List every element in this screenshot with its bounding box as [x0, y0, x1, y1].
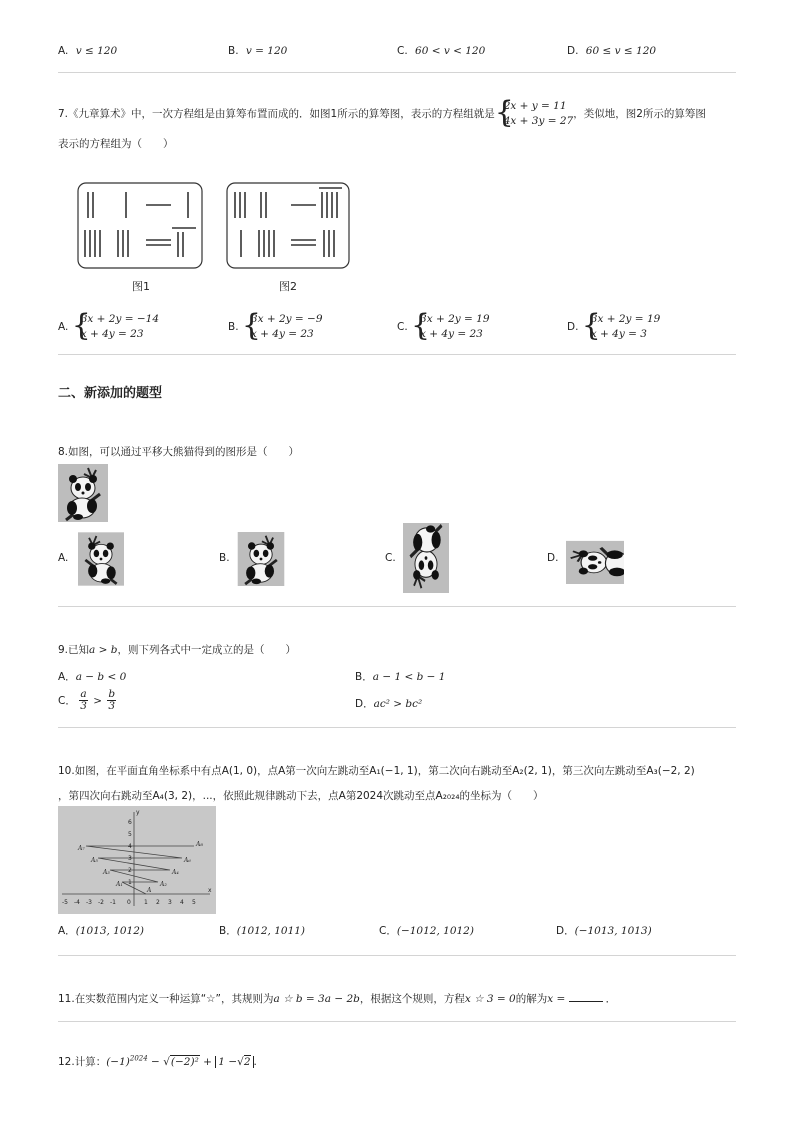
q12-stem: 12.计算：$(-1)^{2024} - √(-2)^2 + 1 -√2$ . — [58, 1054, 257, 1068]
q8-option-d-panda-image[interactable] — [566, 534, 624, 584]
svg-text:0: 0 — [127, 899, 131, 906]
separator — [58, 72, 736, 73]
svg-text:A₈: A₈ — [196, 841, 203, 848]
q7-stem-line2: 表示的方程组为（ ） — [58, 138, 174, 150]
svg-text:A₇: A₇ — [78, 845, 85, 852]
q7-figure-2-label: 图2 — [279, 280, 297, 293]
q10-stem-line2: ，第四次向右跳动至A₄(3, 2)，...，依照此规律跳动下去，点A第2024次跳动至点A₂₀₂₄的坐标为（ ） — [58, 790, 544, 802]
svg-text:A₁: A₁ — [116, 881, 123, 888]
figure-2-rods — [235, 188, 342, 257]
q6-option-c[interactable]: C. 60 < v < 120 — [397, 45, 486, 57]
q7-stem-system: { 2x + y = 11 4x + 3y = 27 — [494, 95, 574, 130]
q6-option-b[interactable]: B. v = 120 — [228, 45, 288, 57]
q8-option-c-panda-image[interactable] — [403, 523, 449, 593]
svg-text:1: 1 — [128, 879, 132, 886]
svg-text:-2: -2 — [98, 899, 104, 906]
q10-coordinate-graph — [58, 806, 216, 914]
svg-text:5: 5 — [192, 899, 196, 906]
q10-option-d[interactable]: D．(−1013, 1013) — [556, 925, 652, 937]
svg-text:y: y — [136, 809, 140, 816]
q6-option-a[interactable]: A. v ≤ 120 — [58, 45, 118, 57]
svg-text:-1: -1 — [110, 899, 116, 906]
svg-text:5: 5 — [128, 831, 132, 838]
q7-option-a[interactable]: A. { 3x + 2y = −14 x + 4y = 23 — [58, 308, 160, 343]
q7-option-b[interactable]: B. { 3x + 2y = −9 x + 4y = 23 — [228, 308, 323, 343]
q9-stem: 9.已知a > b，则下列各式中一定成立的是（ ） — [58, 644, 296, 656]
q8-option-b-panda-image[interactable] — [237, 532, 285, 586]
q9-option-a[interactable]: A．a − b < 0 — [58, 671, 127, 683]
svg-text:A₅: A₅ — [91, 857, 98, 864]
svg-text:-5: -5 — [62, 899, 68, 906]
svg-text:-4: -4 — [74, 899, 80, 906]
svg-text:2: 2 — [128, 867, 132, 874]
q8-option-a-panda-image[interactable] — [78, 532, 124, 586]
q9-option-c[interactable]: C． $\frac{a}{3}$ > $\frac{b}{3}$ — [58, 688, 116, 712]
svg-text:3: 3 — [168, 899, 172, 906]
svg-text:A₂: A₂ — [160, 881, 167, 888]
svg-text:A₄: A₄ — [172, 869, 179, 876]
separator — [58, 354, 736, 355]
q8-option-d[interactable]: D. — [547, 552, 559, 564]
svg-text:1: 1 — [144, 899, 148, 906]
separator — [58, 1021, 736, 1022]
q8-option-a[interactable]: A. — [58, 552, 69, 564]
q8-stem: 8.如图，可以通过平移大熊猫得到的图形是（ ） — [58, 446, 300, 458]
q7-option-d[interactable]: D. { 3x + 2y = 19 x + 4y = 3 — [567, 308, 661, 343]
svg-text:-3: -3 — [86, 899, 92, 906]
q9-option-b[interactable]: B．a − 1 < b − 1 — [355, 671, 446, 683]
q10-stem-line1: 10.如图，在平面直角坐标系中有点A(1, 0)，点A第一次向左跳动至A₁(−1, 1)，第二次向右跳动至A₂(2, 1)，第三次向左跳动至A₃(−2, 2) — [58, 765, 695, 777]
separator — [58, 955, 736, 956]
q7-stem: 7.《九章算术》中，一次方程组是由算筹布置而成的．如图1所示的算筹图，表示的方程组就是 { 2x + y = 11 4x + 3y = 27 ，类似地，图2所示的算筹图 — [58, 95, 706, 130]
q8-original-panda-image — [58, 463, 108, 523]
svg-text:4: 4 — [180, 899, 184, 906]
q10-option-b[interactable]: B．(1012, 1011) — [219, 925, 306, 937]
svg-text:3: 3 — [128, 855, 132, 862]
figure-1-rods — [85, 192, 196, 257]
q7-figure-1-label: 图1 — [132, 280, 150, 293]
svg-text:2: 2 — [156, 899, 160, 906]
svg-text:A: A — [147, 887, 152, 894]
q9-option-d[interactable]: D．ac² > bc² — [355, 698, 423, 710]
q6-option-d[interactable]: D. 60 ≤ v ≤ 120 — [567, 45, 657, 57]
q10-option-c[interactable]: C．(−1012, 1012) — [379, 925, 474, 937]
q11-answer-blank[interactable] — [569, 990, 603, 1002]
q8-option-b[interactable]: B. — [219, 552, 230, 564]
q7-counting-rod-figures — [76, 180, 356, 272]
svg-text:A₃: A₃ — [103, 869, 110, 876]
q7-option-c[interactable]: C. { 3x + 2y = 19 x + 4y = 23 — [397, 308, 490, 343]
svg-text:A₆: A₆ — [184, 857, 191, 864]
svg-text:4: 4 — [128, 843, 132, 850]
svg-text:x: x — [208, 887, 212, 894]
svg-text:6: 6 — [128, 819, 132, 826]
q8-option-c[interactable]: C. — [385, 552, 396, 564]
section-title: 二、新添加的题型 — [58, 386, 163, 401]
separator — [58, 606, 736, 607]
q11-stem: 11.在实数范围内定义一种运算“☆”，其规则为a ☆ b = 3a − 2b，根据这个规则，方程x ☆ 3 = 0的解为x = ． — [58, 990, 616, 1006]
q10-option-a[interactable]: A．(1013, 1012) — [58, 925, 144, 937]
separator — [58, 727, 736, 728]
